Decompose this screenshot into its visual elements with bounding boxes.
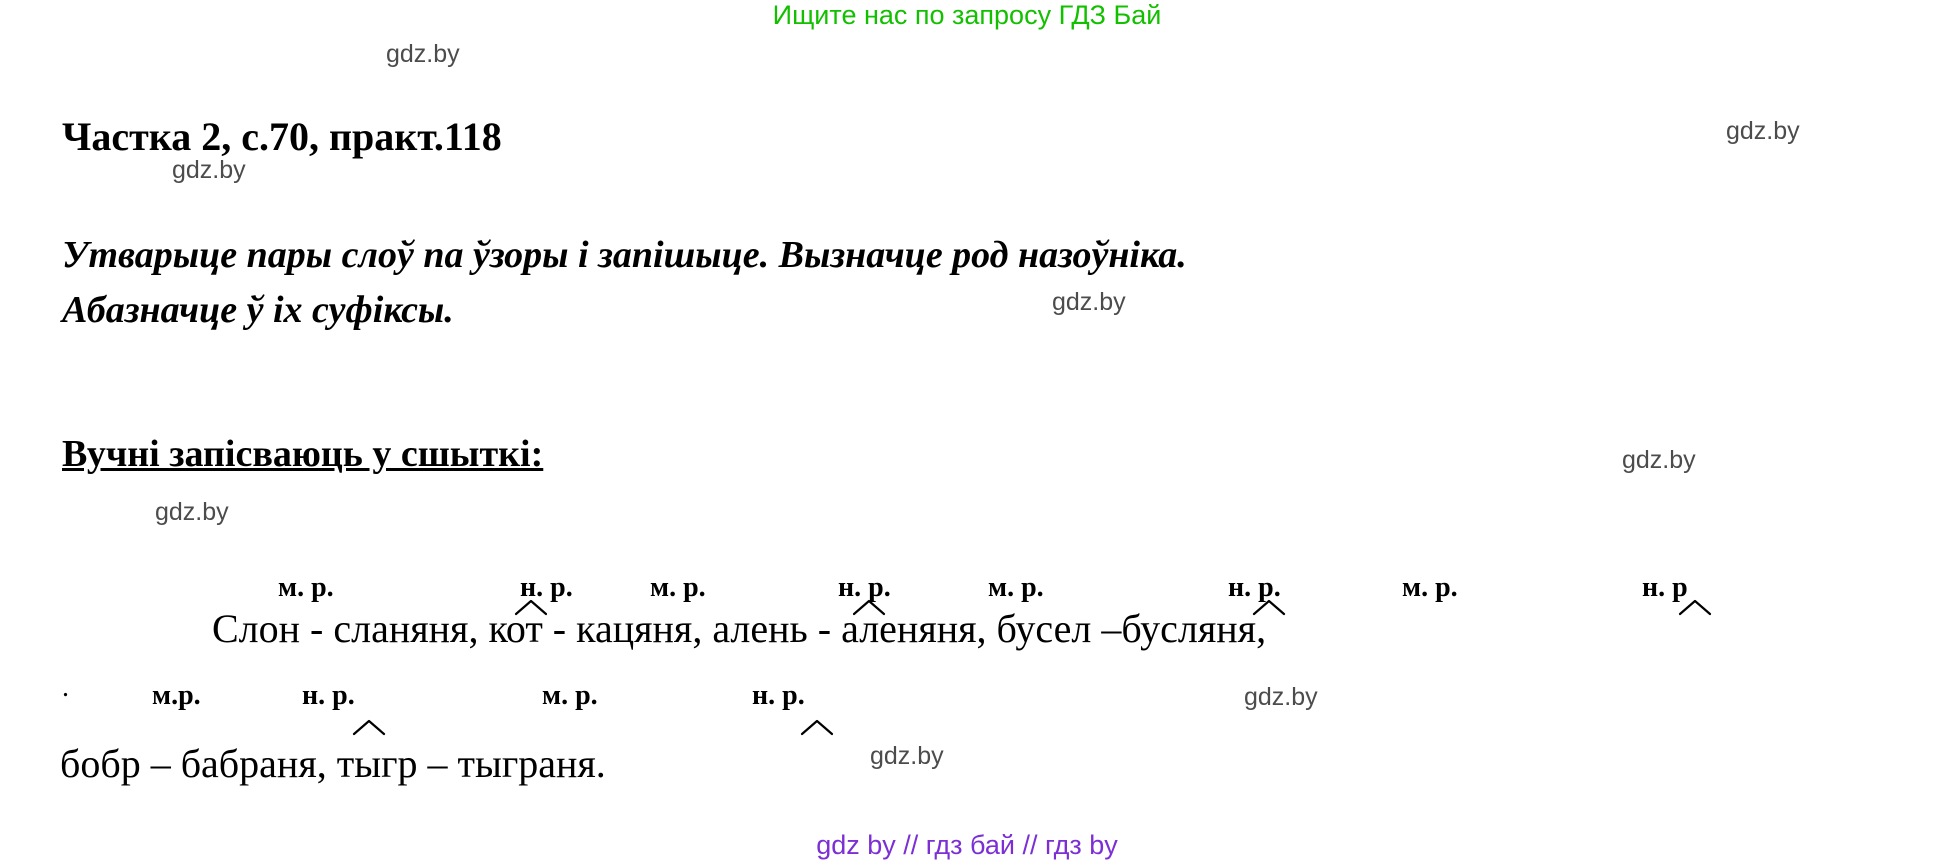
gender-label: н. р. bbox=[302, 680, 355, 711]
gender-label: н. р. bbox=[752, 680, 805, 711]
watermark-text: gdz.by bbox=[1622, 446, 1696, 474]
gender-label: м. р. bbox=[1402, 572, 1458, 603]
answer-line-2: бобр – бабраня, тыгр – тыграня. bbox=[60, 741, 606, 786]
watermark-text: gdz.by bbox=[870, 742, 944, 770]
gender-label: м. р. bbox=[278, 572, 334, 603]
suffix-caret-mark bbox=[352, 718, 386, 736]
gender-label: м.р. bbox=[152, 680, 201, 711]
watermark-text: gdz.by bbox=[155, 498, 229, 526]
watermark-text: gdz.by bbox=[1052, 288, 1126, 316]
watermark-text: gdz.by bbox=[386, 40, 460, 68]
answer-subheading: Вучні запісваюць у сшыткі: bbox=[62, 433, 544, 475]
task-instruction-line-2: Абазначце ў іх суфіксы. bbox=[62, 289, 454, 332]
gender-label: м. р. bbox=[542, 680, 598, 711]
watermark-text: gdz.by bbox=[172, 156, 246, 184]
gender-label: н. р bbox=[1642, 572, 1688, 603]
gender-label: м. р. bbox=[988, 572, 1044, 603]
watermark-footer: gdz by // гдз бай // гдз by bbox=[816, 830, 1118, 860]
stray-dot-mark: . bbox=[62, 672, 69, 703]
task-instruction bbox=[62, 228, 1872, 338]
watermark-text: gdz.by bbox=[1726, 117, 1800, 145]
watermark-text: gdz.by bbox=[1244, 683, 1318, 711]
gender-label: н. р. bbox=[520, 572, 573, 603]
suffix-caret-mark bbox=[800, 718, 834, 736]
watermark-top-banner: Ищите нас по запросу ГДЗ Бай bbox=[772, 0, 1162, 30]
gender-label: м. р. bbox=[650, 572, 706, 603]
gender-label: н. р. bbox=[838, 572, 891, 603]
gender-label: н. р. bbox=[1228, 572, 1281, 603]
task-instruction-line-1: Утварыце пары слоў па ўзоры і запішыце. Вызначце род назоўніка. bbox=[62, 234, 1187, 276]
page-title: Частка 2, с.70, практ.118 bbox=[62, 113, 502, 159]
answer-line-1: Слон - сланяня, кот - кацяня, алень - аленяня, бусел –бусляня, bbox=[212, 606, 1267, 651]
